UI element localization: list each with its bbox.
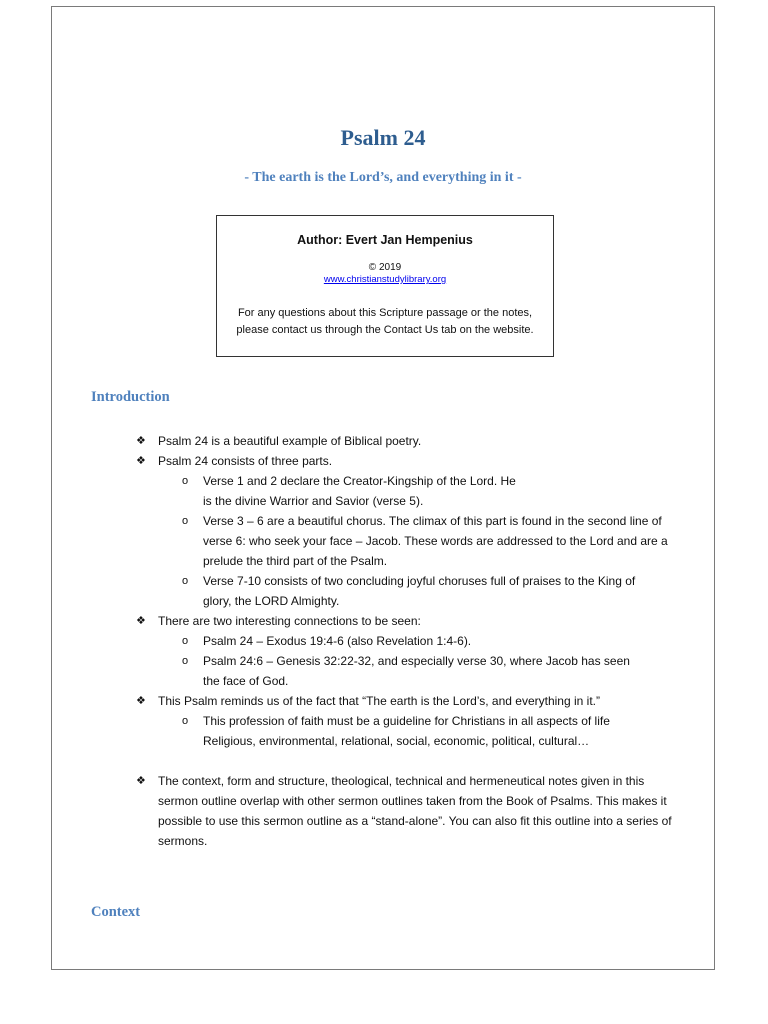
- list-item-text: Psalm 24 consists of three parts.: [158, 454, 333, 468]
- sub-list-item-text: This profession of faith must be a guideline for Christians in all aspects of life Religious, environmental, relational, social, economic, political, cultural…: [203, 714, 610, 748]
- list-item: [52, 451, 715, 471]
- circle-bullet-icon: o: [182, 515, 189, 527]
- diamond-bullet-icon: ❖: [136, 775, 146, 787]
- list-item: [52, 771, 715, 851]
- list-item-text: The context, form and structure, theological, technical and hermeneutical notes given in this sermon outline overlap with other sermon outlines taken from the Book of Psalms. This makes it possible to use this sermon outline as a “stand-alone”. You can also fit this outline into a series of sermons.: [158, 774, 672, 848]
- circle-bullet-icon: o: [182, 715, 189, 727]
- diamond-bullet-icon: ❖: [136, 435, 146, 447]
- diamond-bullet-icon: ❖: [136, 695, 146, 707]
- list-item: [52, 691, 715, 711]
- document-title: Psalm 24: [340, 125, 426, 150]
- circle-bullet-icon: o: [182, 655, 189, 667]
- author-line: Author: Evert Jan Hempenius: [297, 233, 473, 247]
- contact-text: For any questions about this Scripture passage or the notes, please contact us through the Contact Us tab on the website.: [236, 307, 534, 336]
- sub-list-item-text: Psalm 24:6 – Genesis 32:22-32, and especially verse 30, where Jacob has seen the face of God.: [203, 654, 630, 688]
- circle-bullet-icon: o: [182, 635, 189, 647]
- sub-list-item: [52, 471, 525, 511]
- author-box: [216, 215, 554, 357]
- context-heading: Context: [91, 904, 141, 920]
- sub-list-item: [52, 651, 643, 691]
- list-item-text: Psalm 24 is a beautiful example of Biblical poetry.: [158, 434, 422, 448]
- copyright: © 2019: [368, 262, 402, 273]
- diamond-bullet-icon: ❖: [136, 455, 146, 467]
- list-item-text: There are two interesting connections to be seen:: [158, 614, 421, 628]
- introduction-list: [52, 431, 715, 851]
- sub-list-item-text: Verse 3 – 6 are a beautiful chorus. The climax of this part is found in the second line of verse 6: who seek your face – Jacob. These words are addressed to the Lord and are a prelude the third part of the Psalm.: [203, 514, 668, 568]
- circle-bullet-icon: o: [182, 475, 189, 487]
- introduction-heading: Introduction: [91, 389, 170, 405]
- list-item-text: This Psalm reminds us of the fact that “The earth is the Lord’s, and everything in it.”: [158, 694, 600, 708]
- sub-list-item: [52, 571, 651, 611]
- sub-list-item: [52, 511, 673, 571]
- sub-list-item: [52, 631, 715, 651]
- sub-list-item-text: Verse 7-10 consists of two concluding joyful choruses full of praises to the King of glory, the LORD Almighty.: [203, 574, 636, 608]
- website-link[interactable]: www.christianstudylibrary.org: [323, 274, 447, 285]
- document-page: [51, 6, 715, 970]
- sub-list-item-text: Verse 1 and 2 declare the Creator-Kingship of the Lord. He is the divine Warrior and Savior (verse 5).: [203, 474, 516, 508]
- list-item: [52, 611, 715, 631]
- sub-list-item: [52, 711, 617, 751]
- circle-bullet-icon: o: [182, 575, 189, 587]
- sub-list-item-text: Psalm 24 – Exodus 19:4-6 (also Revelation 1:4-6).: [203, 634, 472, 648]
- list-item: [52, 431, 715, 451]
- diamond-bullet-icon: ❖: [136, 615, 146, 627]
- document-subtitle: - The earth is the Lord’s, and everything in it -: [244, 170, 522, 185]
- spacer: [52, 751, 715, 771]
